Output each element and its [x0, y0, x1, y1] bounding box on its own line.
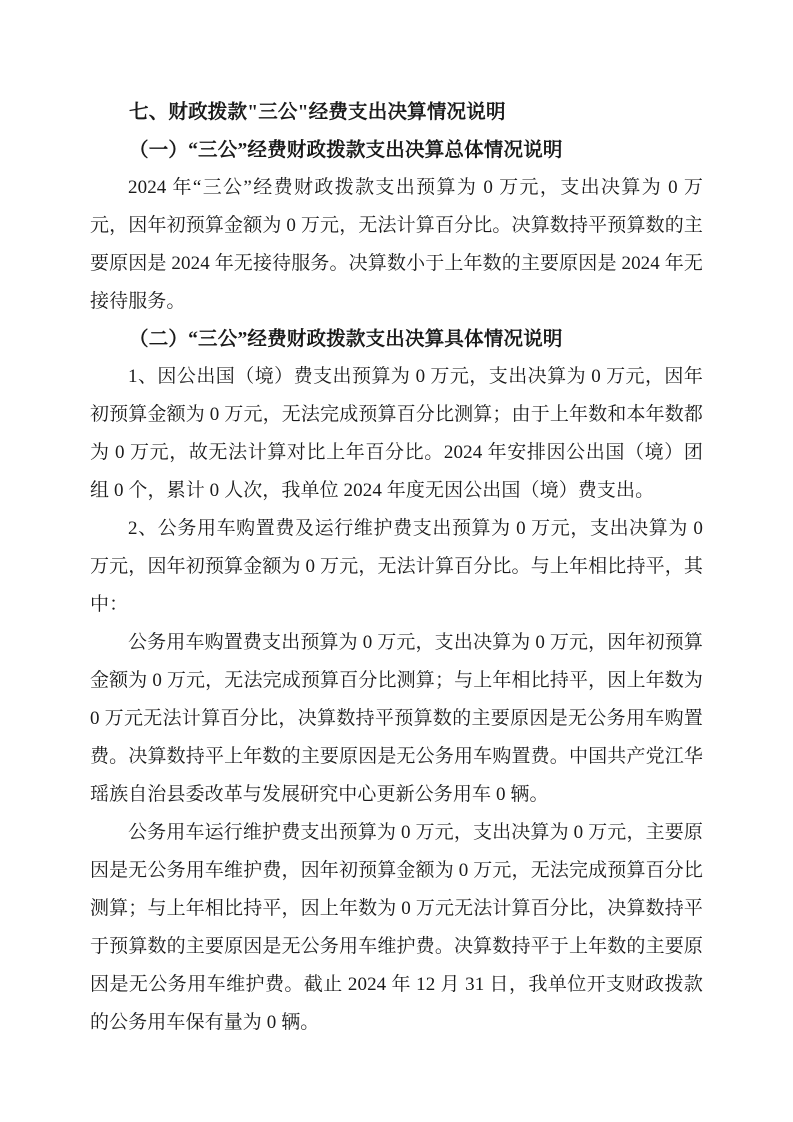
paragraph-vehicle-maintenance: 公务用车运行维护费支出预算为 0 万元，支出决算为 0 万元，主要原因是无公务用车维护费，因年初预算金额为 0 万元，无法完成预算百分比测算；与上年相比持平，因上年数为 0 万元无法计算百分比，决算数持平于预算数的主要原因是无公务用车维护费。决算数持平于上年数的主要原因是无公务用车维护费。截止 2024 年 12 月 31 日，我单位开支财政拨款的公务用车保有量为 0 辆。 — [90, 822, 703, 1034]
section-heading-seven: 七、财政拨款"三公"经费支出决算情况说明 — [129, 102, 506, 123]
subsection-heading-one: （一）“三公”经费财政拨款支出决算总体情况说明 — [129, 140, 563, 162]
paragraph-vehicle-purchase: 公务用车购置费支出预算为 0 万元，支出决算为 0 万元，因年初预算金额为 0 万元，无法完成预算百分比测算；与上年相比持平，因上年数为 0 万元无法计算百分比，决算数持平预算数的主要原因是无公务用车购置费。决算数持平上年数的主要原因是无公务用车购置费。中国共产党江华瑶族自治县委改革与发展研究中心更新公务用车 0 辆。 — [90, 632, 703, 806]
subsection-heading-two: （二）“三公”经费财政拨款支出决算具体情况说明 — [129, 329, 563, 351]
document-body — [90, 96, 703, 1042]
paragraph-item-1: 1、因公出国（境）费支出预算为 0 万元，支出决算为 0 万元，因年初预算金额为 0 万元，无法完成预算百分比测算；由于上年数和本年数都为 0 万元，故无法计算对比上年百分比。2024 年安排因公出国（境）团组 0 个，累计 0 人次，我单位 2024 年度无因公出国（境）费支出。 — [90, 366, 703, 502]
paragraph-overall: 2024 年“三公”经费财政拨款支出预算为 0 万元，支出决算为 0 万元，因年初预算金额为 0 万元，无法计算百分比。决算数持平预算数的主要原因是 2024 年无接待服务。决算数小于上年数的主要原因是 2024 年无接待服务。 — [90, 177, 703, 313]
paragraph-item-2: 2、公务用车购置费及运行维护费支出预算为 0 万元，支出决算为 0 万元，因年初预算金额为 0 万元，无法计算百分比。与上年相比持平，其中： — [90, 518, 703, 616]
